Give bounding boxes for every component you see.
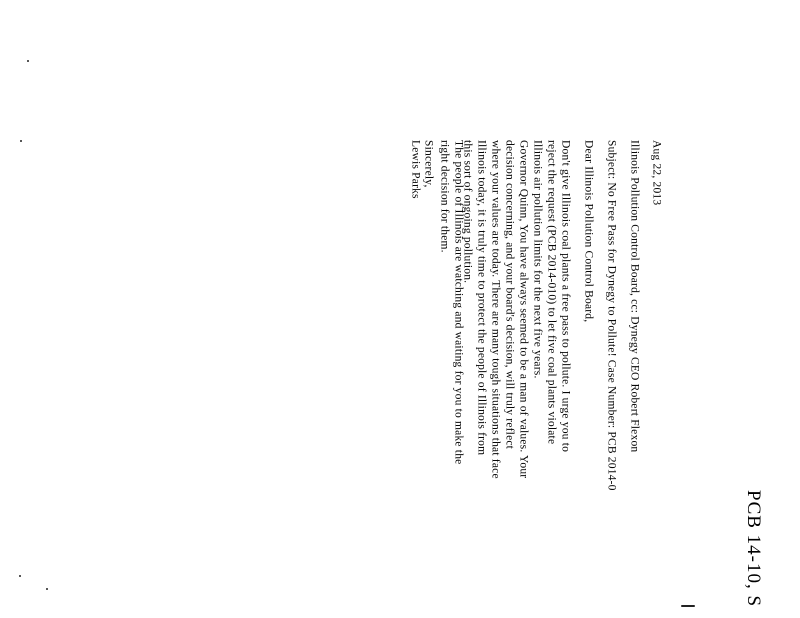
body-line: this sort of ongoing pollution. [461,140,474,284]
body-line: Illinois air pollution limits for the next five years. [531,140,544,379]
letter-date: Aug 22, 2013 [650,140,663,206]
body-line: Governor Quinn, You have always seemed to be a man of values. Your [517,140,530,479]
salutation: Dear Illinois Pollution Control Board, [582,140,595,323]
signer-name: Lewis Parks [409,140,422,199]
case-stamp: PCB 14-10, S [743,490,764,608]
signoff: Sincerely, [422,140,435,188]
scan-speck [681,605,695,607]
scan-speck [27,60,29,62]
subject-line: Subject: No Free Pass for Dynegy to Pollute! Case Number: PCB 2014-0 [605,140,618,491]
closing-line: right decision for them. [438,140,451,253]
addressee-line: Illinois Pollution Control Board, cc: Dynegy CEO Robert Flexon [628,140,641,453]
body-line: Don't give Illinois coal plants a free pass to pollute. I urge you to [559,140,572,453]
closing-line: The people of Illinois are watching and waiting for you to make the [452,140,465,465]
body-line: where your values are today. There are many tough situations that face [489,140,502,479]
scan-speck [46,588,48,590]
body-line: Illinois today, it is truly time to protect the people of Illinois from [475,140,488,456]
body-line: decision concerning, and your board's decision, will truly reflect [503,140,516,450]
scan-speck [19,575,21,577]
scan-speck [20,140,22,142]
body-line: reject the request (PCB 2014-010) to let five coal plants violate [545,140,558,445]
